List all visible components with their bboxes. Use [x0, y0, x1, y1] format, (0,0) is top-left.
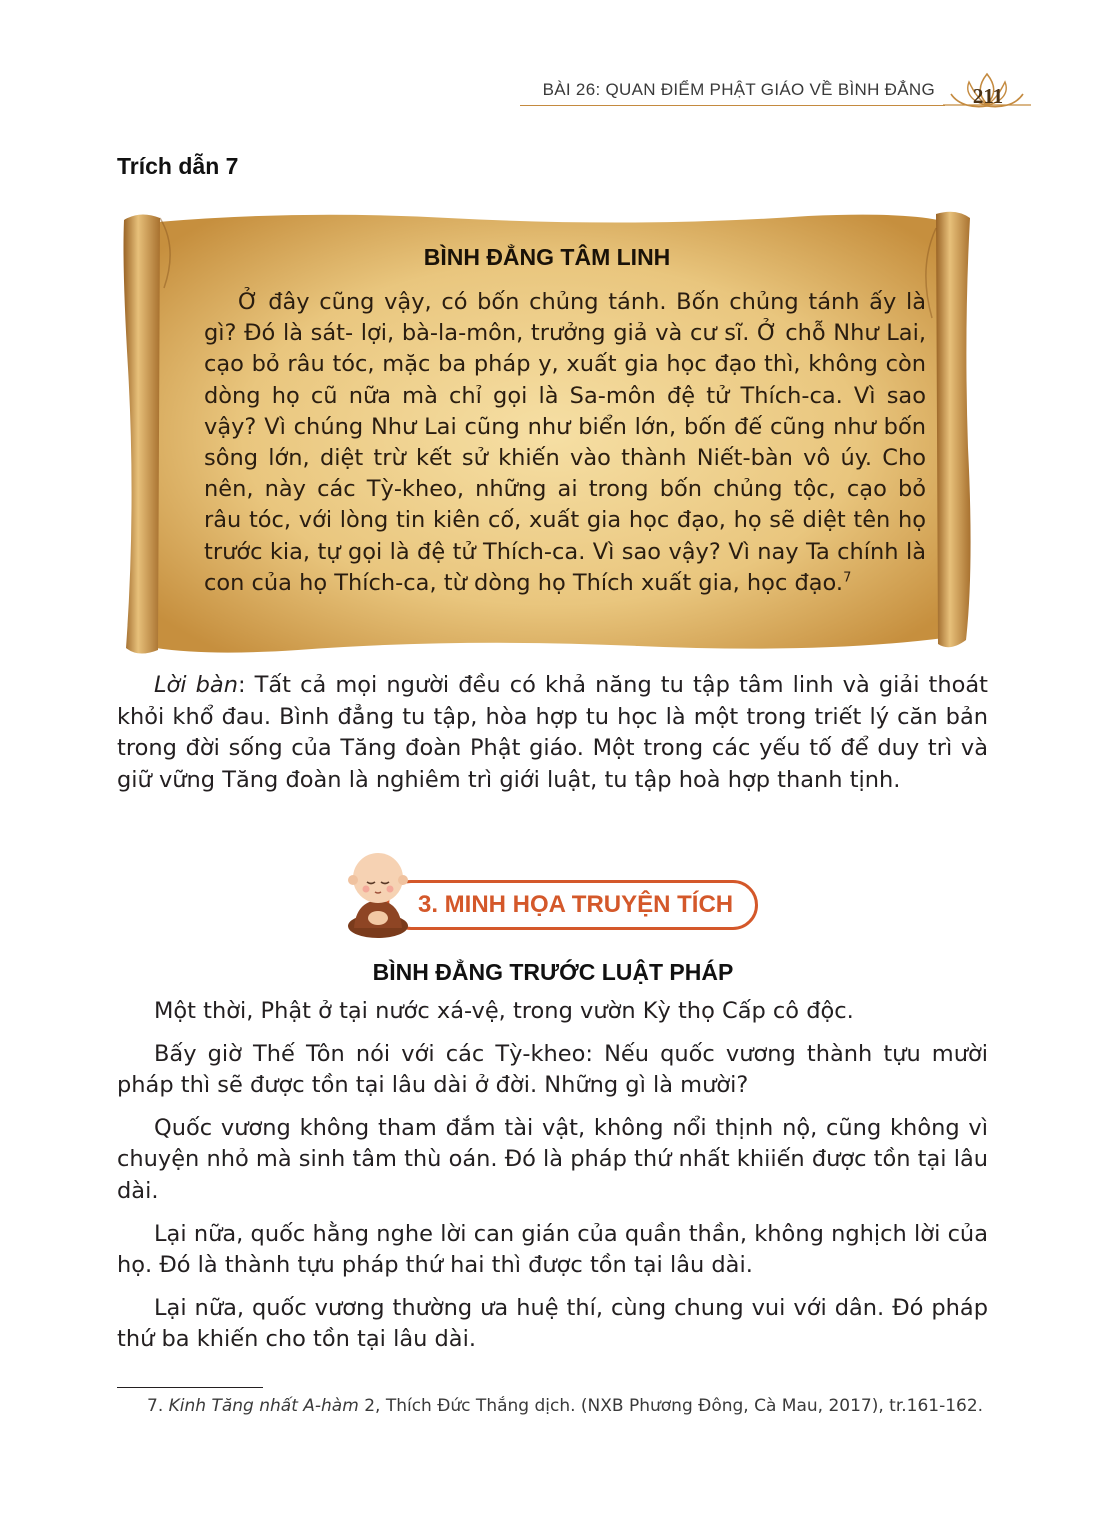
- story-paragraph: Một thời, Phật ở tại nước xá-vệ, trong vườn Kỳ thọ Cấp cô độc.: [154, 998, 854, 1024]
- footnote-rule: [117, 1387, 263, 1388]
- parchment-scroll: [118, 208, 976, 660]
- quote-title: BÌNH ĐẲNG TÂM LINH: [423, 244, 671, 270]
- section-heading: [340, 846, 760, 941]
- page-number-ornament: [941, 72, 1033, 112]
- footnote-text: 2, Thích Đức Thắng dịch. (NXB Phương Đông, Cà Mau, 2017), tr.161-162.: [358, 1396, 984, 1416]
- footnote-book-title: Kinh Tăng nhất A-hàm: [168, 1396, 359, 1416]
- story-title: BÌNH ĐẲNG TRƯỚC LUẬT PHÁP: [372, 959, 734, 985]
- commentary-label: Lời bàn: [154, 672, 238, 698]
- quote-body: [204, 287, 926, 599]
- story-paragraph: Bấy giờ Thế Tôn nói với các Tỳ-kheo: Nếu quốc vương thành tựu mười pháp thì sẽ được tồn tại lâu dài ở đời. Những gì là mười?: [117, 1040, 988, 1099]
- section-title: 3. MINH HỌA TRUYỆN TÍCH: [418, 891, 734, 918]
- story-paragraph: Lại nữa, quốc hằng nghe lời can gián của quần thần, không nghịch lời của họ. Đó là thành tựu pháp thứ hai thì được tồn tại lâu dài.: [117, 1220, 988, 1279]
- quote-label: Trích dẫn 7: [117, 153, 239, 179]
- commentary: [117, 670, 988, 796]
- commentary-text: : Tất cả mọi người đều có khả năng tu tập tâm linh và giải thoát khỏi khổ đau. Bình đẳng tu tập, hòa hợp tu học là một trong triết lý căn bản trong đời sống của Tăng đoàn Phật giáo. Một trong các yếu tố để duy trì và giữ vững Tăng đoàn là nghiêm trì giới luật, tu tập hoà hợp thanh tịnh.: [117, 672, 988, 793]
- footnote: [117, 1394, 990, 1418]
- story-paragraph: Quốc vương không tham đắm tài vật, không nổi thịnh nộ, cũng không vì chuyện nhỏ mà sinh tâm thù oán. Đó là pháp thứ nhất khiiến được tồn tại lâu dài.: [117, 1114, 988, 1204]
- running-title: BÀI 26: QUAN ĐIỂM PHẬT GIÁO VỀ BÌNH ĐẲNG: [542, 80, 935, 99]
- footnote-ref[interactable]: 7: [843, 570, 852, 586]
- running-header: [0, 72, 1045, 112]
- story-body: [117, 996, 988, 1367]
- footnote-number: 7.: [147, 1396, 164, 1416]
- quote-text: Ở đây cũng vậy, có bốn chủng tánh. Bốn chủng tánh ấy là gì? Đó là sát- lợi, bà-la-môn, trưởng giả và cư sĩ. Ở chỗ Như Lai, cạo bỏ râu tóc, mặc ba pháp y, xuất gia học đạo thì, không còn dòng họ cũ nữa mà chỉ gọi là Sa-môn đệ tử Thích-ca. Vì sao vậy? Vì chúng Như Lai cũng như biển lớn, bốn đế cũng như bốn sông lớn, diệt trừ kết sử khiến vào thành Niết-bàn vô úy. Cho nên, này các Tỳ-kheo, những ai trong bốn chủng tộc, cạo bỏ râu tóc, với lòng tin kiên cố, xuất gia học đạo, họ sẽ diệt tên họ trước kia, tự gọi là đệ tử Thích-ca. Vì sao vậy? Vì nay Ta chính là con của họ Thích-ca, từ dòng họ Thích xuất gia, học đạo.: [204, 289, 926, 596]
- header-rule: [520, 105, 945, 106]
- monk-icon: [340, 846, 420, 941]
- story-paragraph: Lại nữa, quốc vương thường ưa huệ thí, cùng chung vui với dân. Đó pháp thứ ba khiến cho tồn tại lâu dài.: [117, 1294, 988, 1353]
- page-number: 211: [972, 84, 1004, 108]
